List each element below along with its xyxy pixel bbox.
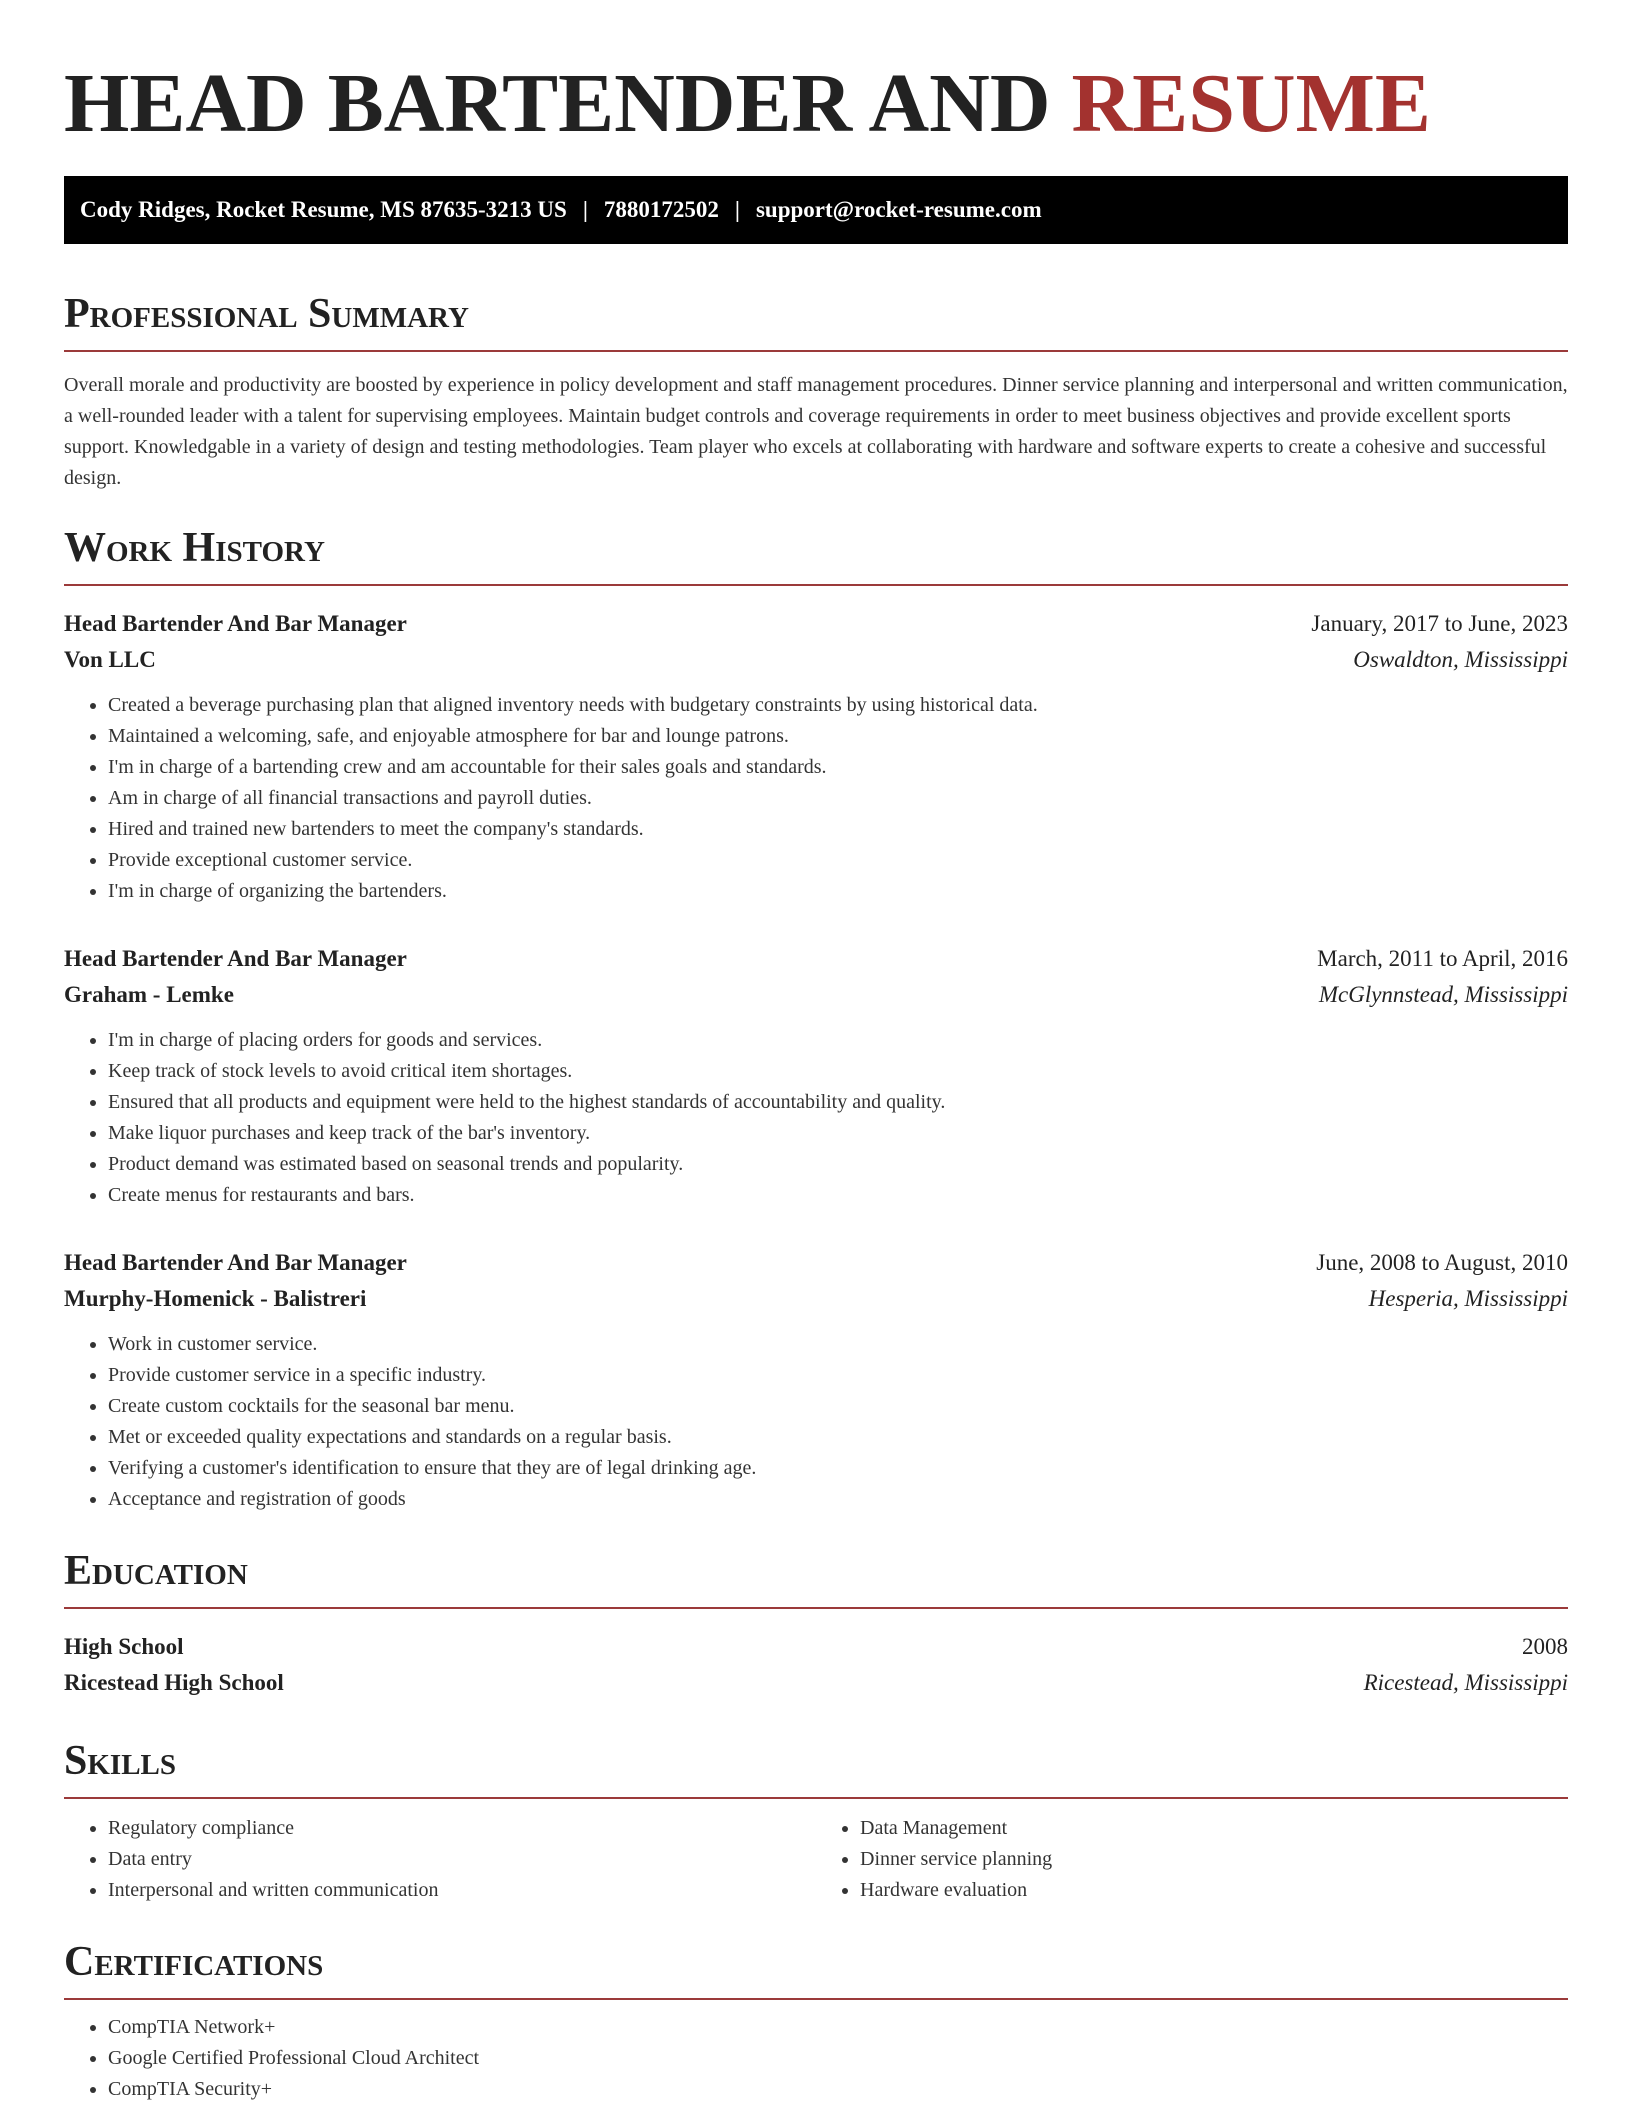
skills-right-list (816, 1813, 1568, 1906)
job-title: Head Bartender And Bar Manager (64, 1250, 407, 1275)
job-bullets (64, 690, 1568, 907)
summary-heading: Professional Summary (64, 288, 1568, 352)
list-item: • Keep track of stock levels to avoid critical item shortages. (108, 1056, 1568, 1087)
job-company-row (64, 642, 1568, 678)
list-item: • Create custom cocktails for the seasonal bar menu. (108, 1391, 1568, 1422)
job-bullets (64, 1329, 1568, 1515)
job-dates: January, 2017 to June, 2023 (1311, 611, 1568, 636)
job-location: McGlynnstead, Mississippi (1318, 982, 1568, 1007)
job-company-row (64, 1281, 1568, 1317)
education-year: 2008 (1522, 1634, 1568, 1659)
skills-grid (64, 1813, 1568, 1906)
list-item: • Met or exceeded quality expectations and standards on a regular basis. (108, 1422, 1568, 1453)
job-company: Von LLC (64, 647, 156, 672)
list-item: • Verifying a customer's identification to ensure that they are of legal drinking age. (108, 1453, 1568, 1484)
title-accent: RESUME (1071, 57, 1431, 150)
work-history-list (64, 606, 1568, 1515)
list-item: • Am in charge of all financial transactions and payroll duties. (108, 783, 1568, 814)
list-item: • Data entry (108, 1844, 816, 1875)
job-company-row (64, 977, 1568, 1013)
work-history-heading: Work History (64, 522, 1568, 586)
job-company: Graham - Lemke (64, 982, 234, 1007)
education-degree-row (64, 1629, 1568, 1665)
title-main: HEAD BARTENDER AND (64, 57, 1051, 150)
certifications-heading: Certifications (64, 1936, 1568, 2000)
contact-address: Cody Ridges, Rocket Resume, MS 87635-3213 US (80, 197, 567, 222)
contact-bar (64, 176, 1568, 244)
job-title: Head Bartender And Bar Manager (64, 611, 407, 636)
education-degree: High School (64, 1634, 184, 1659)
certifications-list (64, 2012, 1568, 2105)
resume-title (64, 56, 1568, 152)
contact-separator: | (734, 197, 740, 222)
list-item: • Created a beverage purchasing plan that aligned inventory needs with budgetary constraints by using historical data. (108, 690, 1568, 721)
list-item: • Make liquor purchases and keep track of the bar's inventory. (108, 1118, 1568, 1149)
education-school: Ricestead High School (64, 1670, 284, 1695)
contact-phone[interactable]: 7880172502 (603, 197, 719, 222)
job-entry (64, 941, 1568, 1211)
job-dates: March, 2011 to April, 2016 (1317, 946, 1568, 971)
list-item: • Interpersonal and written communication (108, 1875, 816, 1906)
list-item: • Dinner service planning (860, 1844, 1568, 1875)
list-item: • Hired and trained new bartenders to meet the company's standards. (108, 814, 1568, 845)
list-item: • Work in customer service. (108, 1329, 1568, 1360)
list-item: • Create menus for restaurants and bars. (108, 1180, 1568, 1211)
list-item: • I'm in charge of a bartending crew and am accountable for their sales goals and standards. (108, 752, 1568, 783)
job-company: Murphy-Homenick - Balistreri (64, 1286, 367, 1311)
education-school-row (64, 1665, 1568, 1701)
job-title-row (64, 941, 1568, 977)
list-item: • Provide exceptional customer service. (108, 845, 1568, 876)
contact-email[interactable]: support@rocket-resume.com (755, 197, 1042, 222)
job-bullets (64, 1025, 1568, 1211)
contact-separator: | (582, 197, 588, 222)
job-entry (64, 606, 1568, 907)
education-heading: Education (64, 1545, 1568, 1609)
list-item: • Hardware evaluation (860, 1875, 1568, 1906)
job-location: Oswaldton, Mississippi (1353, 647, 1568, 672)
job-title-row (64, 606, 1568, 642)
list-item: • I'm in charge of organizing the bartenders. (108, 876, 1568, 907)
list-item: • Provide customer service in a specific industry. (108, 1360, 1568, 1391)
list-item: • Data Management (860, 1813, 1568, 1844)
job-location: Hesperia, Mississippi (1368, 1286, 1568, 1311)
skills-left-list (64, 1813, 816, 1906)
skills-heading: Skills (64, 1735, 1568, 1799)
job-title: Head Bartender And Bar Manager (64, 946, 407, 971)
list-item: • Ensured that all products and equipment were held to the highest standards of accountability and quality. (108, 1087, 1568, 1118)
list-item: • Google Certified Professional Cloud Architect (108, 2043, 1568, 2074)
list-item: • Regulatory compliance (108, 1813, 816, 1844)
list-item: • Product demand was estimated based on seasonal trends and popularity. (108, 1149, 1568, 1180)
list-item: • I'm in charge of placing orders for goods and services. (108, 1025, 1568, 1056)
list-item: • Acceptance and registration of goods (108, 1484, 1568, 1515)
summary-text: Overall morale and productivity are boosted by experience in policy development and staff management procedures. Dinner service planning and interpersonal and written communication, a well-rounded leader with a talent for supervising employees. Maintain budget controls and coverage requirements in order to meet business objectives and provide excellent sports support. Knowledgable in a variety of design and testing methodologies. Team player who excels at collaborating with hardware and software experts to create a cohesive and successful design. (64, 374, 1568, 489)
list-item: • Maintained a welcoming, safe, and enjoyable atmosphere for bar and lounge patrons. (108, 721, 1568, 752)
job-title-row (64, 1245, 1568, 1281)
list-item: • CompTIA Security+ (108, 2074, 1568, 2105)
job-entry (64, 1245, 1568, 1515)
education-entry (64, 1629, 1568, 1701)
education-location: Ricestead, Mississippi (1363, 1670, 1568, 1695)
job-dates: June, 2008 to August, 2010 (1316, 1250, 1568, 1275)
list-item: • CompTIA Network+ (108, 2012, 1568, 2043)
